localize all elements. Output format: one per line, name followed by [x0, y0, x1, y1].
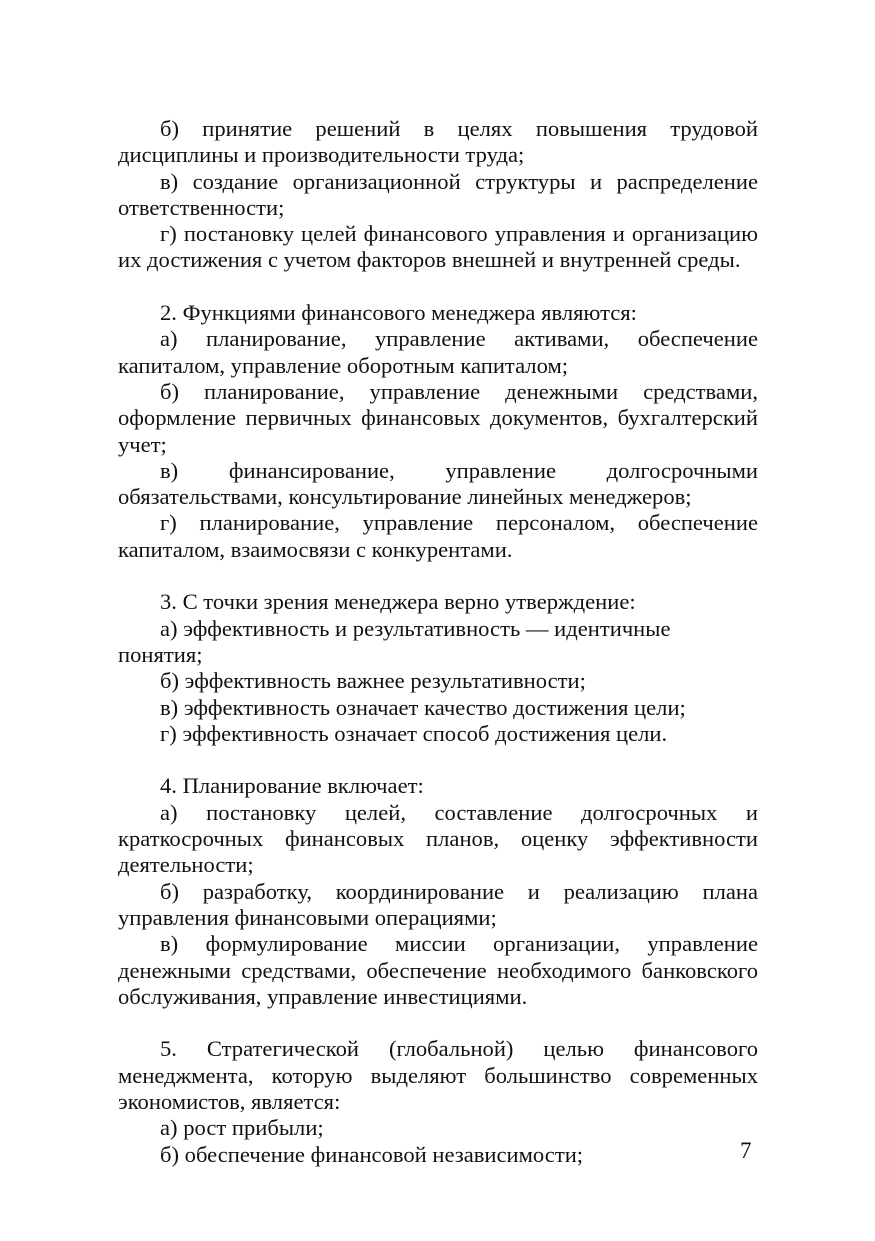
question-text: 5. Стратегической (глобальной) целью финансового менеджмента, которую выделяют большинство современных экономистов, является: — [118, 1036, 758, 1114]
answer-option: а) эффективность и результативность — идентичные понятия; — [118, 615, 671, 667]
answer-option: а) планирование, управление активами, обеспечение капиталом, управление оборотным капиталом; — [118, 326, 758, 378]
question-text: 4. Планирование включает: — [160, 773, 424, 799]
answer-option: г) постановку целей финансового управления и организацию их достижения с учетом факторов внешней и внутренней среды. — [118, 221, 758, 273]
answer-option: в) создание организационной структуры и распределение ответственности; — [118, 168, 758, 220]
spacer — [118, 1010, 758, 1036]
question-2 — [118, 300, 758, 563]
question-5 — [118, 1036, 758, 1167]
page-number: 7 — [740, 1138, 752, 1163]
answer-option: в) формулирование миссии организации, управление денежными средствами, обеспечение необходимого банковского обслуживания, управление инвестициями. — [118, 931, 758, 1009]
answer-option: б) планирование, управление денежными средствами, оформление первичных финансовых документов, бухгалтерский учет; — [118, 378, 758, 457]
question-4 — [118, 773, 758, 1010]
answer-option: г) эффективность означает способ достижения цели. — [160, 720, 668, 746]
answer-option: в) финансирование, управление долгосрочными обязательствами, консультирование линейных менеджеров; — [118, 457, 758, 510]
answer-option: в) эффективность означает качество достижения цели; — [160, 694, 686, 720]
answer-option: б) эффективность важнее результативности; — [160, 668, 586, 694]
spacer — [118, 747, 758, 773]
answer-option: а) рост прибыли; — [160, 1115, 324, 1141]
answer-option: б) разработку, координирование и реализацию плана управления финансовыми операциями; — [118, 878, 758, 930]
question-3 — [118, 589, 758, 747]
spacer — [118, 274, 758, 300]
page-body — [118, 116, 758, 1168]
question-1-continued — [118, 116, 758, 274]
answer-option: б) обеспечение финансовой независимости; — [160, 1141, 584, 1167]
answer-option: а) постановку целей, составление долгосрочных и краткосрочных финансовых планов, оценку эффективности деятельности; — [118, 799, 758, 878]
answer-option: б) принятие решений в целях повышения трудовой дисциплины и производительности труда; — [118, 116, 758, 168]
question-text: 3. С точки зрения менеджера верно утверждение: — [160, 589, 636, 615]
question-text: 2. Функциями финансового менеджера являются: — [160, 300, 637, 326]
answer-option: г) планирование, управление персоналом, обеспечение капиталом, взаимосвязи с конкурентами. — [118, 510, 758, 562]
spacer — [118, 563, 758, 589]
